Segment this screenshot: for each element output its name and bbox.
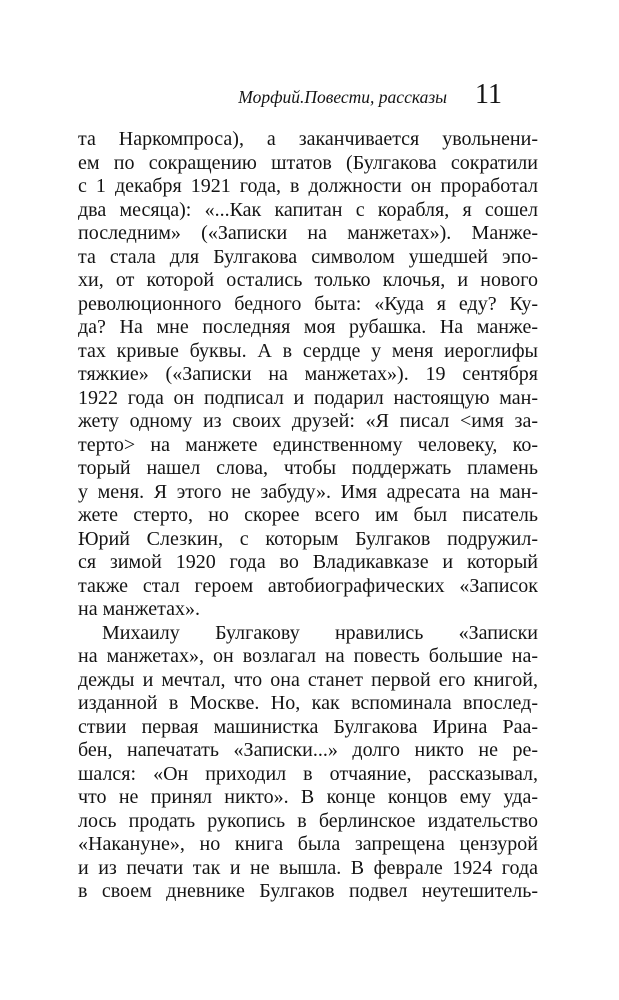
text-line: 1922 года он подписал и подарил настоящую ман-	[78, 386, 538, 409]
text-line: «Накануне», но книга была запрещена цензурой	[78, 833, 538, 855]
text-line: терто> на манжете единственному человеку, ко-	[78, 433, 538, 456]
body-text	[78, 128, 538, 904]
text-line: та Наркомпроса), а заканчивается увольнени-	[78, 128, 538, 150]
text-line: у меня. Я этого не забуду». Имя адресата на ман-	[78, 480, 538, 503]
text-line: изданной в Москве. Но, как вспоминала впослед-	[78, 692, 538, 714]
text-line: тах кривые буквы. А в сердце у меня иероглифы	[78, 339, 538, 362]
text-line: и из печати так и не вышла. В феврале 1924 года	[78, 856, 538, 879]
text-line: Михаилу Булгакову нравились «Записки	[102, 621, 538, 644]
text-line: на манжетах».	[78, 598, 200, 620]
text-line: тяжкие» («Записки на манжетах»). 19 сентября	[78, 363, 538, 385]
text-line: жете стерто, но скорее всего им был писатель	[78, 504, 538, 526]
text-line: что не принял никто». В конце концов ему уда-	[78, 786, 538, 808]
text-line: шался: «Он приходил в отчаяние, рассказывал,	[78, 762, 538, 785]
text-line: Юрий Слезкин, с которым Булгаков подружил-	[78, 527, 538, 550]
text-line: дежды и мечтал, что она станет первой его книгой,	[78, 668, 538, 691]
text-line: ствии первая машинистка Булгакова Ирина Раа-	[78, 715, 538, 738]
page-number: 11	[475, 79, 502, 110]
text-line: на манжетах», он возлагал на повесть большие на-	[78, 645, 538, 667]
text-line: в своем дневнике Булгаков подвел неутешитель-	[78, 880, 538, 902]
running-head	[238, 80, 502, 114]
text-line: ся зимой 1920 года во Владикавказе и который	[78, 551, 538, 573]
text-line: та стала для Булгакова символом ушедшей эпо-	[78, 245, 538, 268]
running-title: Морфий.Повести, рассказы	[238, 87, 448, 107]
text-line: революционного бедного быта: «Куда я еду? Ку-	[78, 292, 538, 315]
text-line: ем по сокращению штатов (Булгакова сократили	[78, 151, 538, 174]
text-line: с 1 декабря 1921 года, в должности он проработал	[78, 175, 538, 197]
text-line: жету одному из своих друзей: «Я писал <имя за-	[78, 410, 538, 432]
text-line: последним» («Записки на манжетах»). Манже-	[78, 222, 538, 244]
text-line: также стал героем автобиографических «Записок	[78, 574, 538, 597]
paragraph	[78, 622, 538, 904]
text-line: лось продать рукопись в берлинское издательство	[78, 809, 538, 832]
text-line: два месяца): «...Как капитан с корабля, я сошел	[78, 198, 538, 221]
text-line: да? На мне последняя моя рубашка. На манже-	[78, 316, 538, 338]
text-line: бен, напечатать «Записки...» долго никто не ре-	[78, 739, 538, 761]
text-line: хи, от которой остались только клочья, и нового	[78, 269, 538, 291]
text-line: торый нашел слова, чтобы поддержать пламень	[78, 457, 538, 479]
paragraph	[78, 128, 538, 622]
